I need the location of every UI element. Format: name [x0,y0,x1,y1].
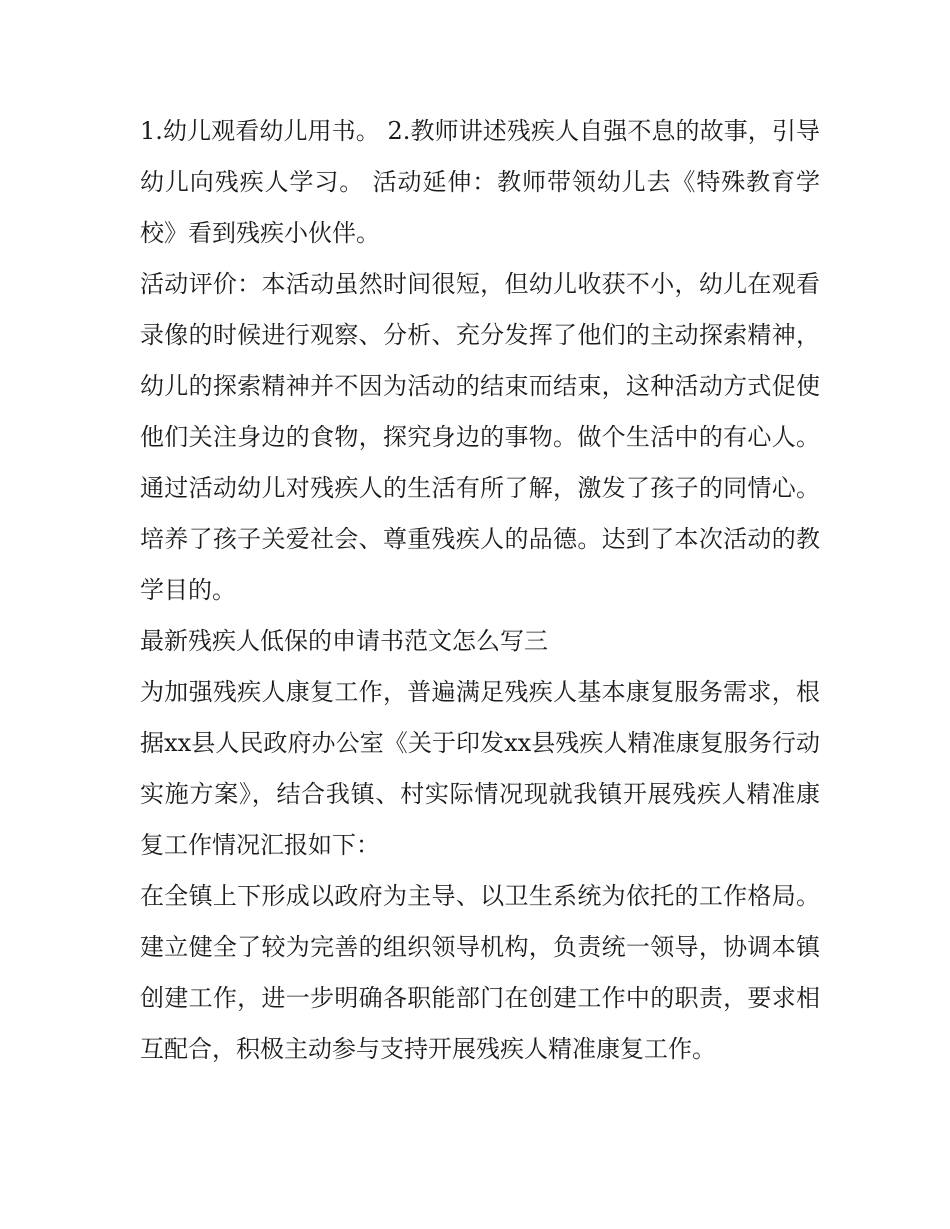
paragraph-rehab-intro: 为加强残疾人康复工作，普遍满足残疾人基本康复服务需求，根据xx县人民政府办公室《关于印发xx县残疾人精准康复服务行动实施方案》，结合我镇、村实际情况现就我镇开展残疾人精准康复工作情况汇报如下： [140,678,820,859]
section-heading: 最新残疾人低保的申请书范文怎么写三 [140,627,548,655]
document-body [140,106,820,1075]
paragraph-activity-steps: 1.幼儿观看幼儿用书。 2.教师讲述残疾人自强不息的故事，引导幼儿向残疾人学习。 活动延伸：教师带领幼儿去《特殊教育学校》看到残疾小伙伴。 [140,117,820,247]
paragraph-activity-evaluation: 活动评价：本活动虽然时间很短，但幼儿收获不小，幼儿在观看录像的时候进行观察、分析、充分发挥了他们的主动探索精神，幼儿的探索精神并不因为活动的结束而结束，这种活动方式促使他们关注身边的食物，探究身边的事物。做个生活中的有心人。通过活动幼儿对残疾人的生活有所了解，激发了孩子的同情心。培养了孩子关爱社会、尊重残疾人的品德。达到了本次活动的教学目的。 [140,270,820,604]
paragraph-rehab-organization: 在全镇上下形成以政府为主导、以卫生系统为依托的工作格局。建立健全了较为完善的组织领导机构，负责统一领导，协调本镇创建工作，进一步明确各职能部门在创建工作中的职责，要求相互配合，积极主动参与支持开展残疾人精准康复工作。 [140,882,820,1063]
